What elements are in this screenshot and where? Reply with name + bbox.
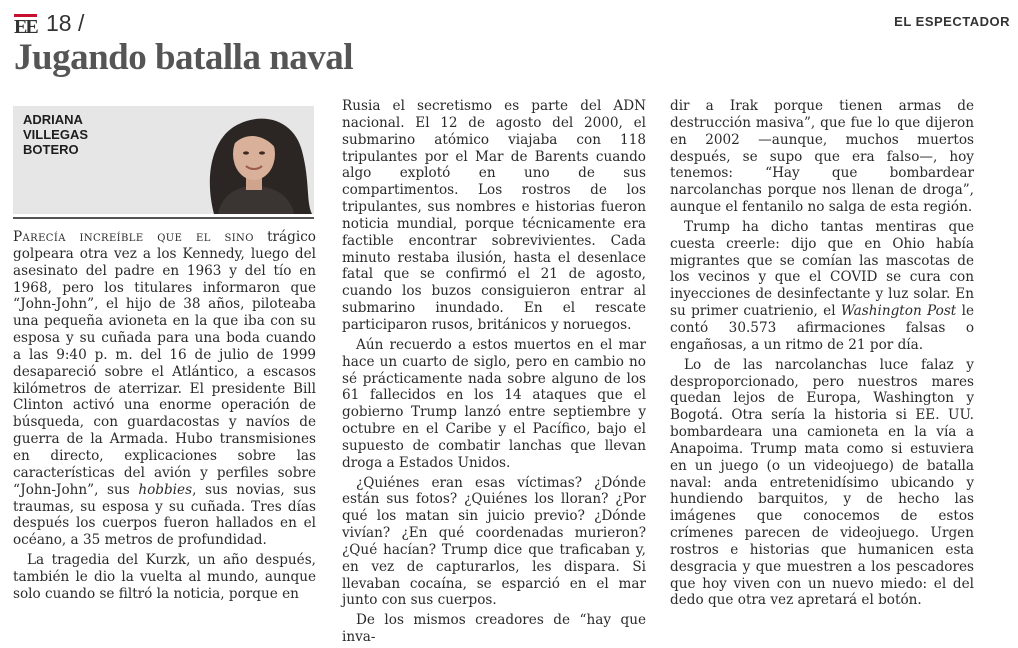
paragraph: ¿Quiénes eran esas víctimas? ¿Dónde están sus fotos? ¿Quiénes los lloran? ¿Por qué los matan sin juicio previo? ¿Dónde vivían? ¿En qué coordenadas murieron? ¿Qué hacían? Trump dice que traficaban y, en vez de capturarlos, les dispara. Si llevaban cocaína, se esparció en el mar junto con sus cuerpos. [342,474,646,609]
author-photo [194,106,314,214]
text-column-2 [342,98,646,646]
newspaper-logo: EE [14,16,37,38]
paragraph: Lo de las narcolanchas luce falaz y desproporcionado, pero nuestros mares quedan lejos de Europa, Washington y Bogotá. Otra sería la historia si EE. UU. bombardeara una camioneta en la vía a Anapoima. Trump mata como si estuviera en un juego (o un videojuego) de batalla naval: anda entretenidísimo ubicando y hundiendo barquitos, y de hecho las imágenes que conocemos de estos crímenes parecen de videojuego. Urgen rostros e historias que humanicen esta desgracia y que muestren a los pescadores que hoy viven con un nuevo miedo: el del dedo que otra vez apretará el botón. [670,356,974,609]
lead-in: Parecía increíble que el sino [13,229,254,245]
paragraph: La tragedia del Kurzk, un año después, también le dio la vuelta al mundo, aunque solo cuando se filtró la noticia, porque en [13,552,316,602]
author-box [13,106,314,214]
page-number: 18 / [46,10,85,36]
brand-name: EL ESPECTADOR [894,14,1010,29]
author-divider [13,217,314,219]
paragraph: dir a Irak porque tienen armas de destrucción masiva”, que fue lo que dijeron en 2002 —aunque, muchos muertos después, se supo que era falso—, hoy tenemos: “Hay que bombardear narcolanchas porque nos llenan de droga”, aunque el fentanilo no salga de esta región. [670,98,974,216]
text-column-3 [670,98,974,609]
paragraph: De los mismos creadores de “hay que inva- [342,612,646,646]
paragraph: Aún recuerdo a estos muertos en el mar hace un cuarto de siglo, pero en cambio no sé prácticamente nada sobre alguno de los 61 fallecidos en los 14 ataques que el gobierno Trump lanzó entre septiembre y octubre en el Caribe y el Pacífico, bajo el supuesto de combatir lanchas que llevan droga a Estados Unidos. [342,336,646,471]
paragraph: Parecía increíble que el sino trágico golpeara otra vez a los Kennedy, luego del asesinato del padre en 1963 y del tío en 1968, pero los titulares informaron que “John-John”, el hijo de 38 años, piloteaba una pequeña avioneta en la que iba con su esposa y su cuñada para una boda cuando a las 9:40 p. m. del 16 de julio de 1999 desapareció sobre el Atlántico, a escasos kilómetros de aterrizar. El presidente Bill Clinton activó una enorme operación de búsqueda, con guardacostas y navíos de guerra de la Armada. Hubo transmisiones en directo, explicaciones sobre las características del avión y perfiles sobre “John-John”, sus hobbies, sus novias, sus traumas, su esposa y su cuñada. Tres días después los cuerpos fueron hallados en el océano, a 35 metros de profundidad. [13,229,316,549]
text-column-1 [13,229,316,603]
paragraph: Rusia el secretismo es parte del ADN nacional. El 12 de agosto del 2000, el submarino atómico viajaba con 118 tripulantes por el Mar de Barents cuando algo explotó en uno de sus compartimentos. Los rostros de los tripulantes, sus nombres e historias fueron noticia mundial, porque técnicamente era factible encontrar sobrevivientes. Cada minuto restaba ilusión, hasta el desenlace fatal que se confirmó el 21 de agosto, cuando los buzos consiguieron entrar al submarino inundado. En el rescate participaron rusos, británicos y noruegos. [342,98,646,333]
article-headline: Jugando batalla naval [14,37,354,78]
paragraph: Trump ha dicho tantas mentiras que cuesta creerle: dijo que en Ohio había migrantes que se comían las mascotas de los vecinos y que el COVID se cura con inyecciones de desinfectante y luz solar. En su primer cuatrienio, el Washington Post le contó 30.573 afirmaciones falsas o engañosas, a un ritmo de 21 por día. [670,218,974,353]
author-name: ADRIANA VILLEGAS BOTERO [23,112,89,157]
